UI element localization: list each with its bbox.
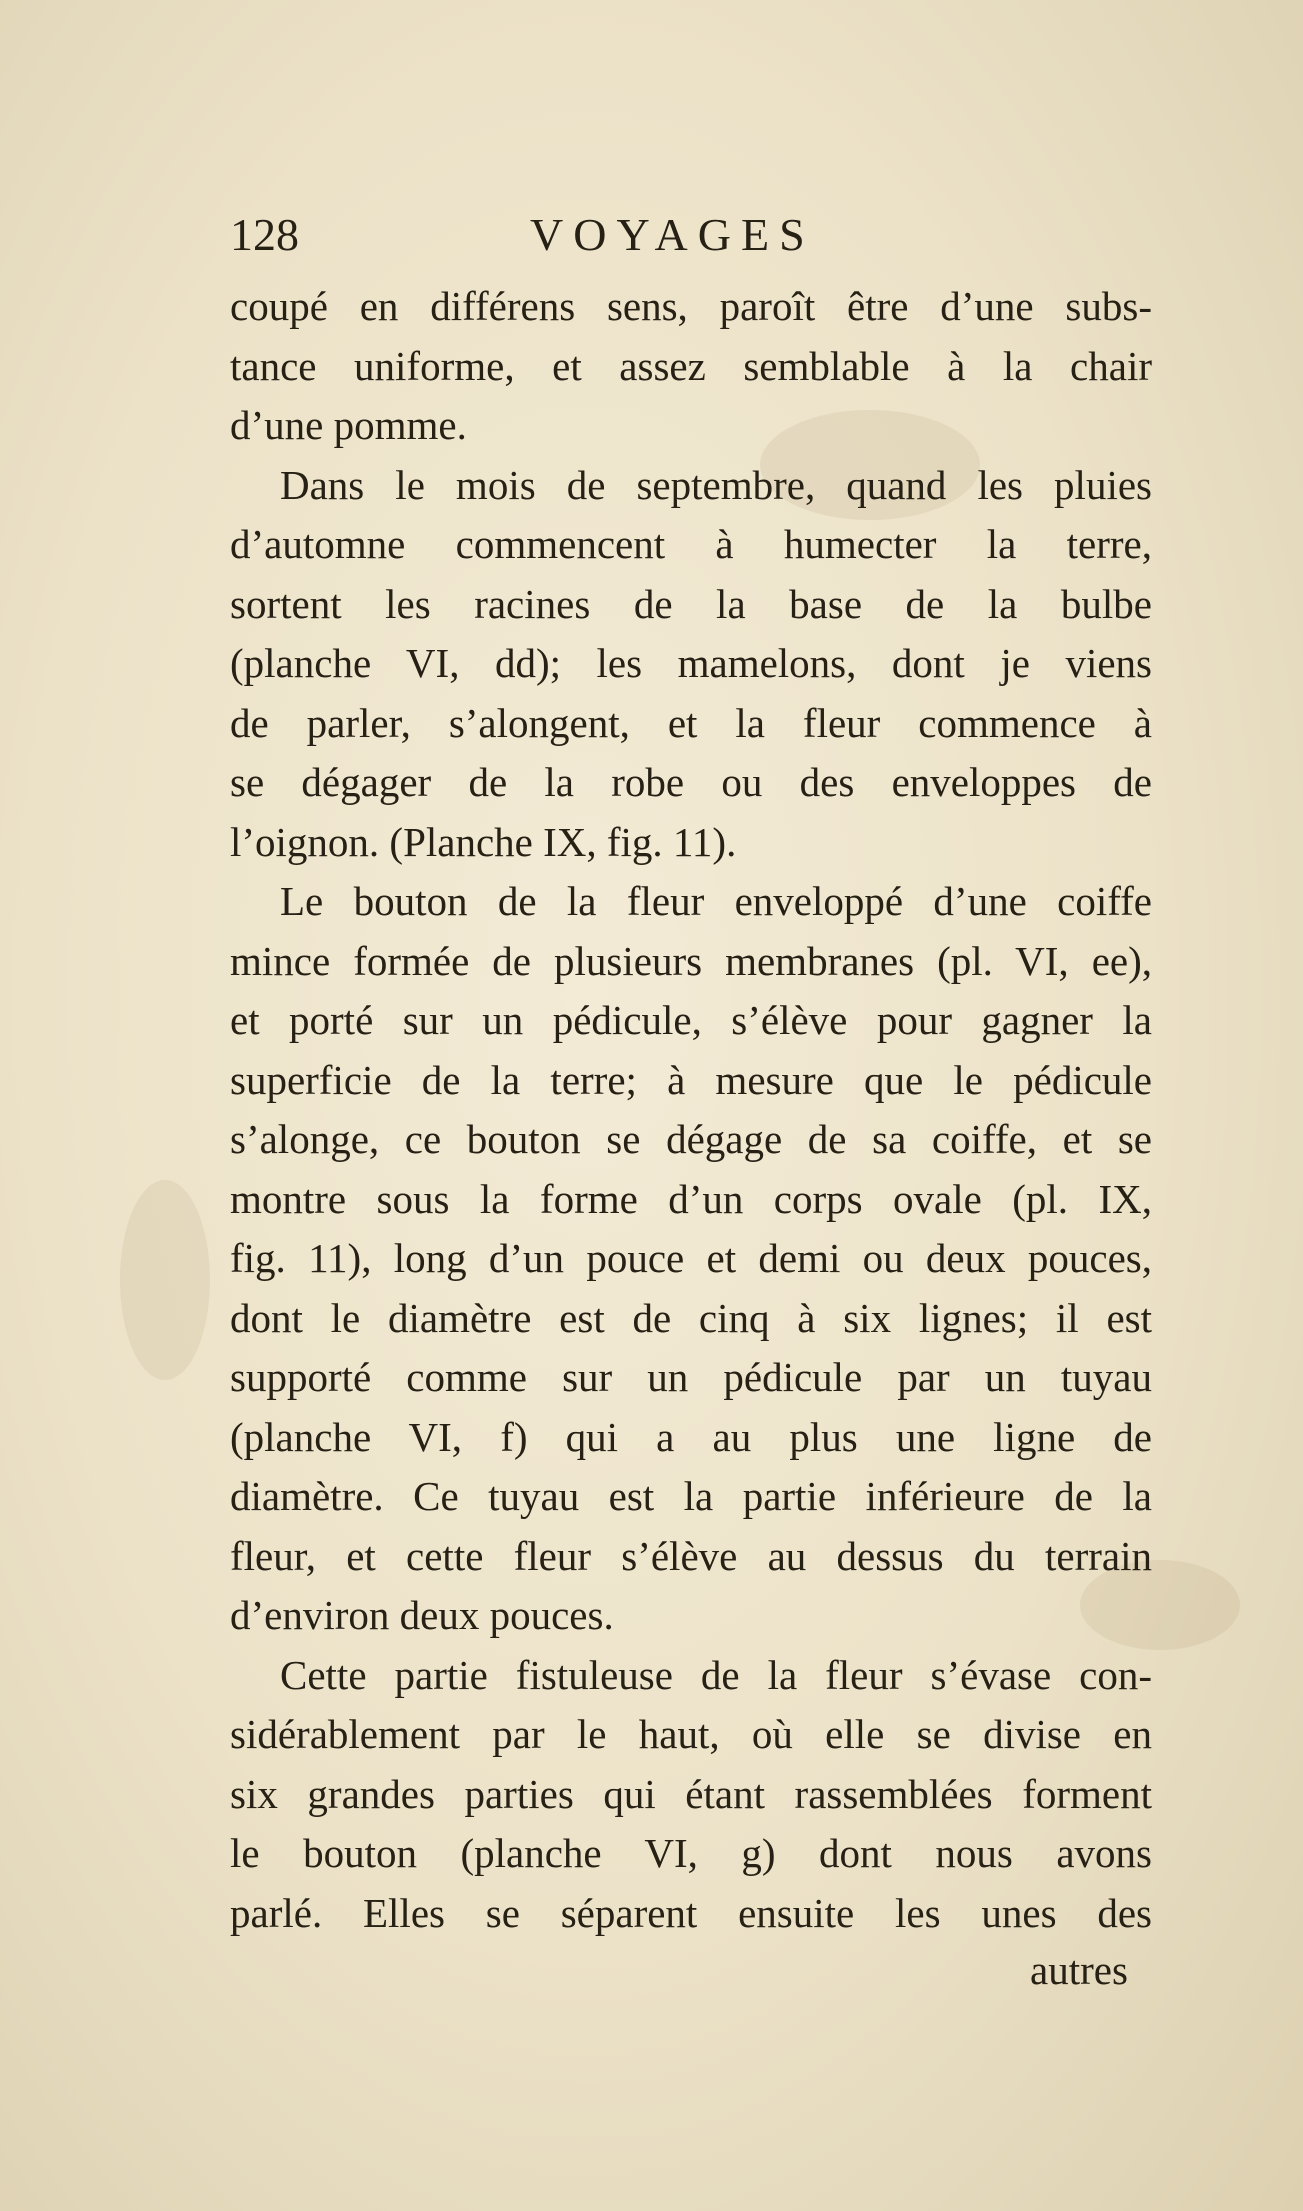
text-line: (planche VI, f) qui a au plus une ligne de (230, 1413, 1152, 1460)
text-line: fleur, et cette fleur s’élève au dessus du terrain (230, 1532, 1152, 1579)
text-line: parlé. Elles se séparent ensuite les unes des (230, 1889, 1152, 1936)
text-line: diamètre. Ce tuyau est la partie inférieure de la (230, 1473, 1152, 1519)
catchword: autres (1030, 1947, 1128, 1993)
text-line: Cette partie fistuleuse de la fleur s’évase con- (280, 1651, 1152, 1698)
text-line: le bouton (planche VI, g) dont nous avons (230, 1830, 1152, 1876)
text-line: mince formée de plusieurs membranes (pl. VI, ee), (230, 937, 1152, 984)
text-line: de parler, s’alongent, et la fleur commence à (230, 699, 1152, 746)
text-line: Dans le mois de septembre, quand les pluies (280, 461, 1152, 508)
text-line: superficie de la terre; à mesure que le pédicule (230, 1056, 1152, 1103)
body-text (230, 277, 1152, 1943)
running-head (230, 205, 1150, 265)
text-line: sortent les racines de la base de la bulbe (230, 580, 1152, 627)
text-line: sidérablement par le haut, où elle se divise en (230, 1711, 1152, 1757)
text-line: et porté sur un pédicule, s’élève pour gagner la (230, 997, 1152, 1043)
text-line: se dégager de la robe ou des enveloppes de (230, 759, 1152, 805)
text-line: dont le diamètre est de cinq à six lignes; il est (230, 1294, 1152, 1341)
text-line: fig. 11), long d’un pouce et demi ou deux pouces, (230, 1235, 1152, 1281)
text-line: six grandes parties qui étant rassemblées forment (230, 1770, 1152, 1817)
page-number: 128 (230, 209, 299, 260)
text-line: Le bouton de la fleur enveloppé d’une coiffe (280, 878, 1152, 924)
text-line: d’une pomme. (230, 402, 467, 448)
text-line: tance uniforme, et assez semblable à la chair (230, 342, 1152, 389)
paper-stain (120, 1180, 210, 1380)
text-line: supporté comme sur un pédicule par un tuyau (230, 1354, 1152, 1400)
text-line: d’automne commencent à humecter la terre, (230, 521, 1152, 567)
text-line: l’oignon. (Planche IX, fig. 11). (230, 818, 737, 865)
running-title: VOYAGES (530, 209, 815, 260)
text-line: (planche VI, dd); les mamelons, dont je viens (230, 640, 1152, 686)
text-line: montre sous la forme d’un corps ovale (pl. IX, (230, 1175, 1152, 1222)
text-line: s’alonge, ce bouton se dégage de sa coiffe, et se (230, 1116, 1152, 1162)
text-line: d’environ deux pouces. (230, 1592, 614, 1638)
text-line: coupé en différens sens, paroît être d’une subs- (230, 283, 1152, 329)
